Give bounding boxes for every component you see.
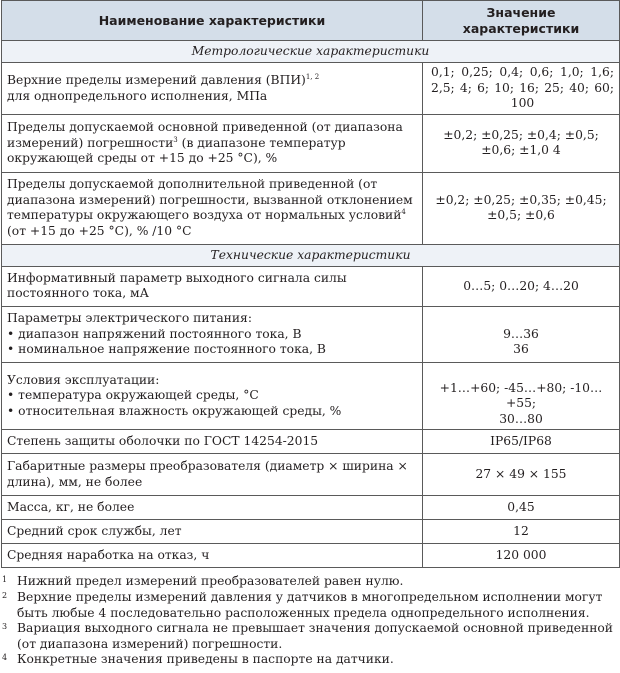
table-row <box>2 544 620 568</box>
row-name <box>2 306 423 362</box>
footnote-text: Нижний предел измерений преобразователей равен нулю. <box>17 574 404 589</box>
table-row <box>2 266 620 306</box>
footnote-ref: 1, 2 <box>305 72 320 81</box>
row-value-2: 30…80 <box>499 411 543 426</box>
row-name-text: Параметры электрического питания: <box>7 311 252 326</box>
row-value-2: 36 <box>513 342 529 357</box>
row-name-text: Условия эксплуатации: <box>7 372 160 387</box>
table-row <box>2 114 620 172</box>
bullet-item: • номинальное напряжение постоянного тока, В <box>7 342 326 357</box>
row-name <box>2 172 423 244</box>
row-name: Габаритные размеры преобразователя (диаметр × ширина × длина), мм, не более <box>2 454 423 496</box>
row-value <box>423 362 620 429</box>
table-row <box>2 362 620 429</box>
footnote-text: Конкретные значения приведены в паспорте на датчики. <box>17 652 394 667</box>
bullet-item: • диапазон напряжений постоянного тока, В <box>7 326 302 341</box>
row-value-1: +1…+60; -45…+80; -10…+55; <box>439 380 603 411</box>
footnote-text: Верхние пределы измерений давления у датчиков в многопредельном исполнении могут быть любые 4 последовательно расположенных предела однопредельного исполнения. <box>17 589 603 620</box>
footnote-number: 3 <box>2 622 8 632</box>
column-header-value: Значение характеристики <box>423 1 620 41</box>
footnote-text: Вариация выходного сигнала не превышает значения допускаемой основной приведенной (от диапазона измерений) погрешности. <box>17 621 613 651</box>
row-value: 0,1; 0,25; 0,4; 0,6; 1,0; 1,6; 2,5; 4; 6; 10; 16; 25; 40; 60; 100 <box>423 63 620 115</box>
column-header-name: Наименование характеристики <box>2 1 423 41</box>
section-title: Технические характеристики <box>2 244 620 266</box>
footnote <box>0 590 620 621</box>
footnotes <box>0 574 620 668</box>
table-row <box>2 454 620 496</box>
section-row <box>2 41 620 63</box>
row-name-text-2: (в диапазоне температур окружающей среды от +15 до +25 °С), % <box>7 135 346 166</box>
row-name: Средний срок службы, лет <box>2 520 423 544</box>
footnote-ref: 4 <box>401 208 406 217</box>
footnote-number: 2 <box>2 590 8 600</box>
section-title: Метрологические характеристики <box>2 41 620 63</box>
table-row <box>2 520 620 544</box>
footnote <box>0 621 620 652</box>
table-row <box>2 430 620 454</box>
row-name: Средняя наработка на отказ, ч <box>2 544 423 568</box>
row-name-text: Верхние пределы измерений давления (ВПИ) <box>7 72 306 87</box>
footnote-ref: 3 <box>173 135 178 144</box>
row-value-1: 9…36 <box>503 326 539 341</box>
table-row <box>2 63 620 115</box>
row-value <box>423 306 620 362</box>
bullet-item: • температура окружающей среды, °С <box>7 388 259 403</box>
table-row <box>2 306 620 362</box>
row-value: 12 <box>423 520 620 544</box>
row-name: Информативный параметр выходного сигнала силы постоянного тока, мА <box>2 266 423 306</box>
row-name-text-2: для однопредельного исполнения, МПа <box>7 88 268 103</box>
row-value: ±0,2; ±0,25; ±0,35; ±0,45; ±0,5; ±0,6 <box>423 172 620 244</box>
row-value: ±0,2; ±0,25; ±0,4; ±0,5; ±0,6; ±1,0 4 <box>423 114 620 172</box>
row-name-text: Пределы допускаемой дополнительной приведенной (от диапазона измерений) погрешности, вызванной отклонением температуры окружающего воздуха от нормальных условий <box>7 177 413 223</box>
row-name <box>2 63 423 115</box>
footnote <box>0 652 620 668</box>
footnote-number: 1 <box>2 575 8 585</box>
table-row <box>2 496 620 520</box>
table-row <box>2 172 620 244</box>
row-value: 27 × 49 × 155 <box>423 454 620 496</box>
section-row <box>2 244 620 266</box>
row-name-text-2: (от +15 до +25 °С), % /10 °С <box>7 224 192 239</box>
bullet-item: • относительная влажность окружающей среды, % <box>7 403 342 418</box>
row-value: 0…5; 0…20; 4…20 <box>423 266 620 306</box>
footnote-number: 4 <box>2 653 8 663</box>
row-name: Масса, кг, не более <box>2 496 423 520</box>
row-value: 120 000 <box>423 544 620 568</box>
row-name <box>2 114 423 172</box>
row-name: Степень защиты оболочки по ГОСТ 14254-2015 <box>2 430 423 454</box>
row-value: 0,45 <box>423 496 620 520</box>
table-header <box>2 1 620 41</box>
row-value: IP65/IP68 <box>423 430 620 454</box>
footnote <box>0 574 620 590</box>
row-name <box>2 362 423 429</box>
spec-table <box>1 0 620 568</box>
row-name-text: Пределы допускаемой основной приведенной (от диапазона измерений) погрешности <box>7 120 403 150</box>
